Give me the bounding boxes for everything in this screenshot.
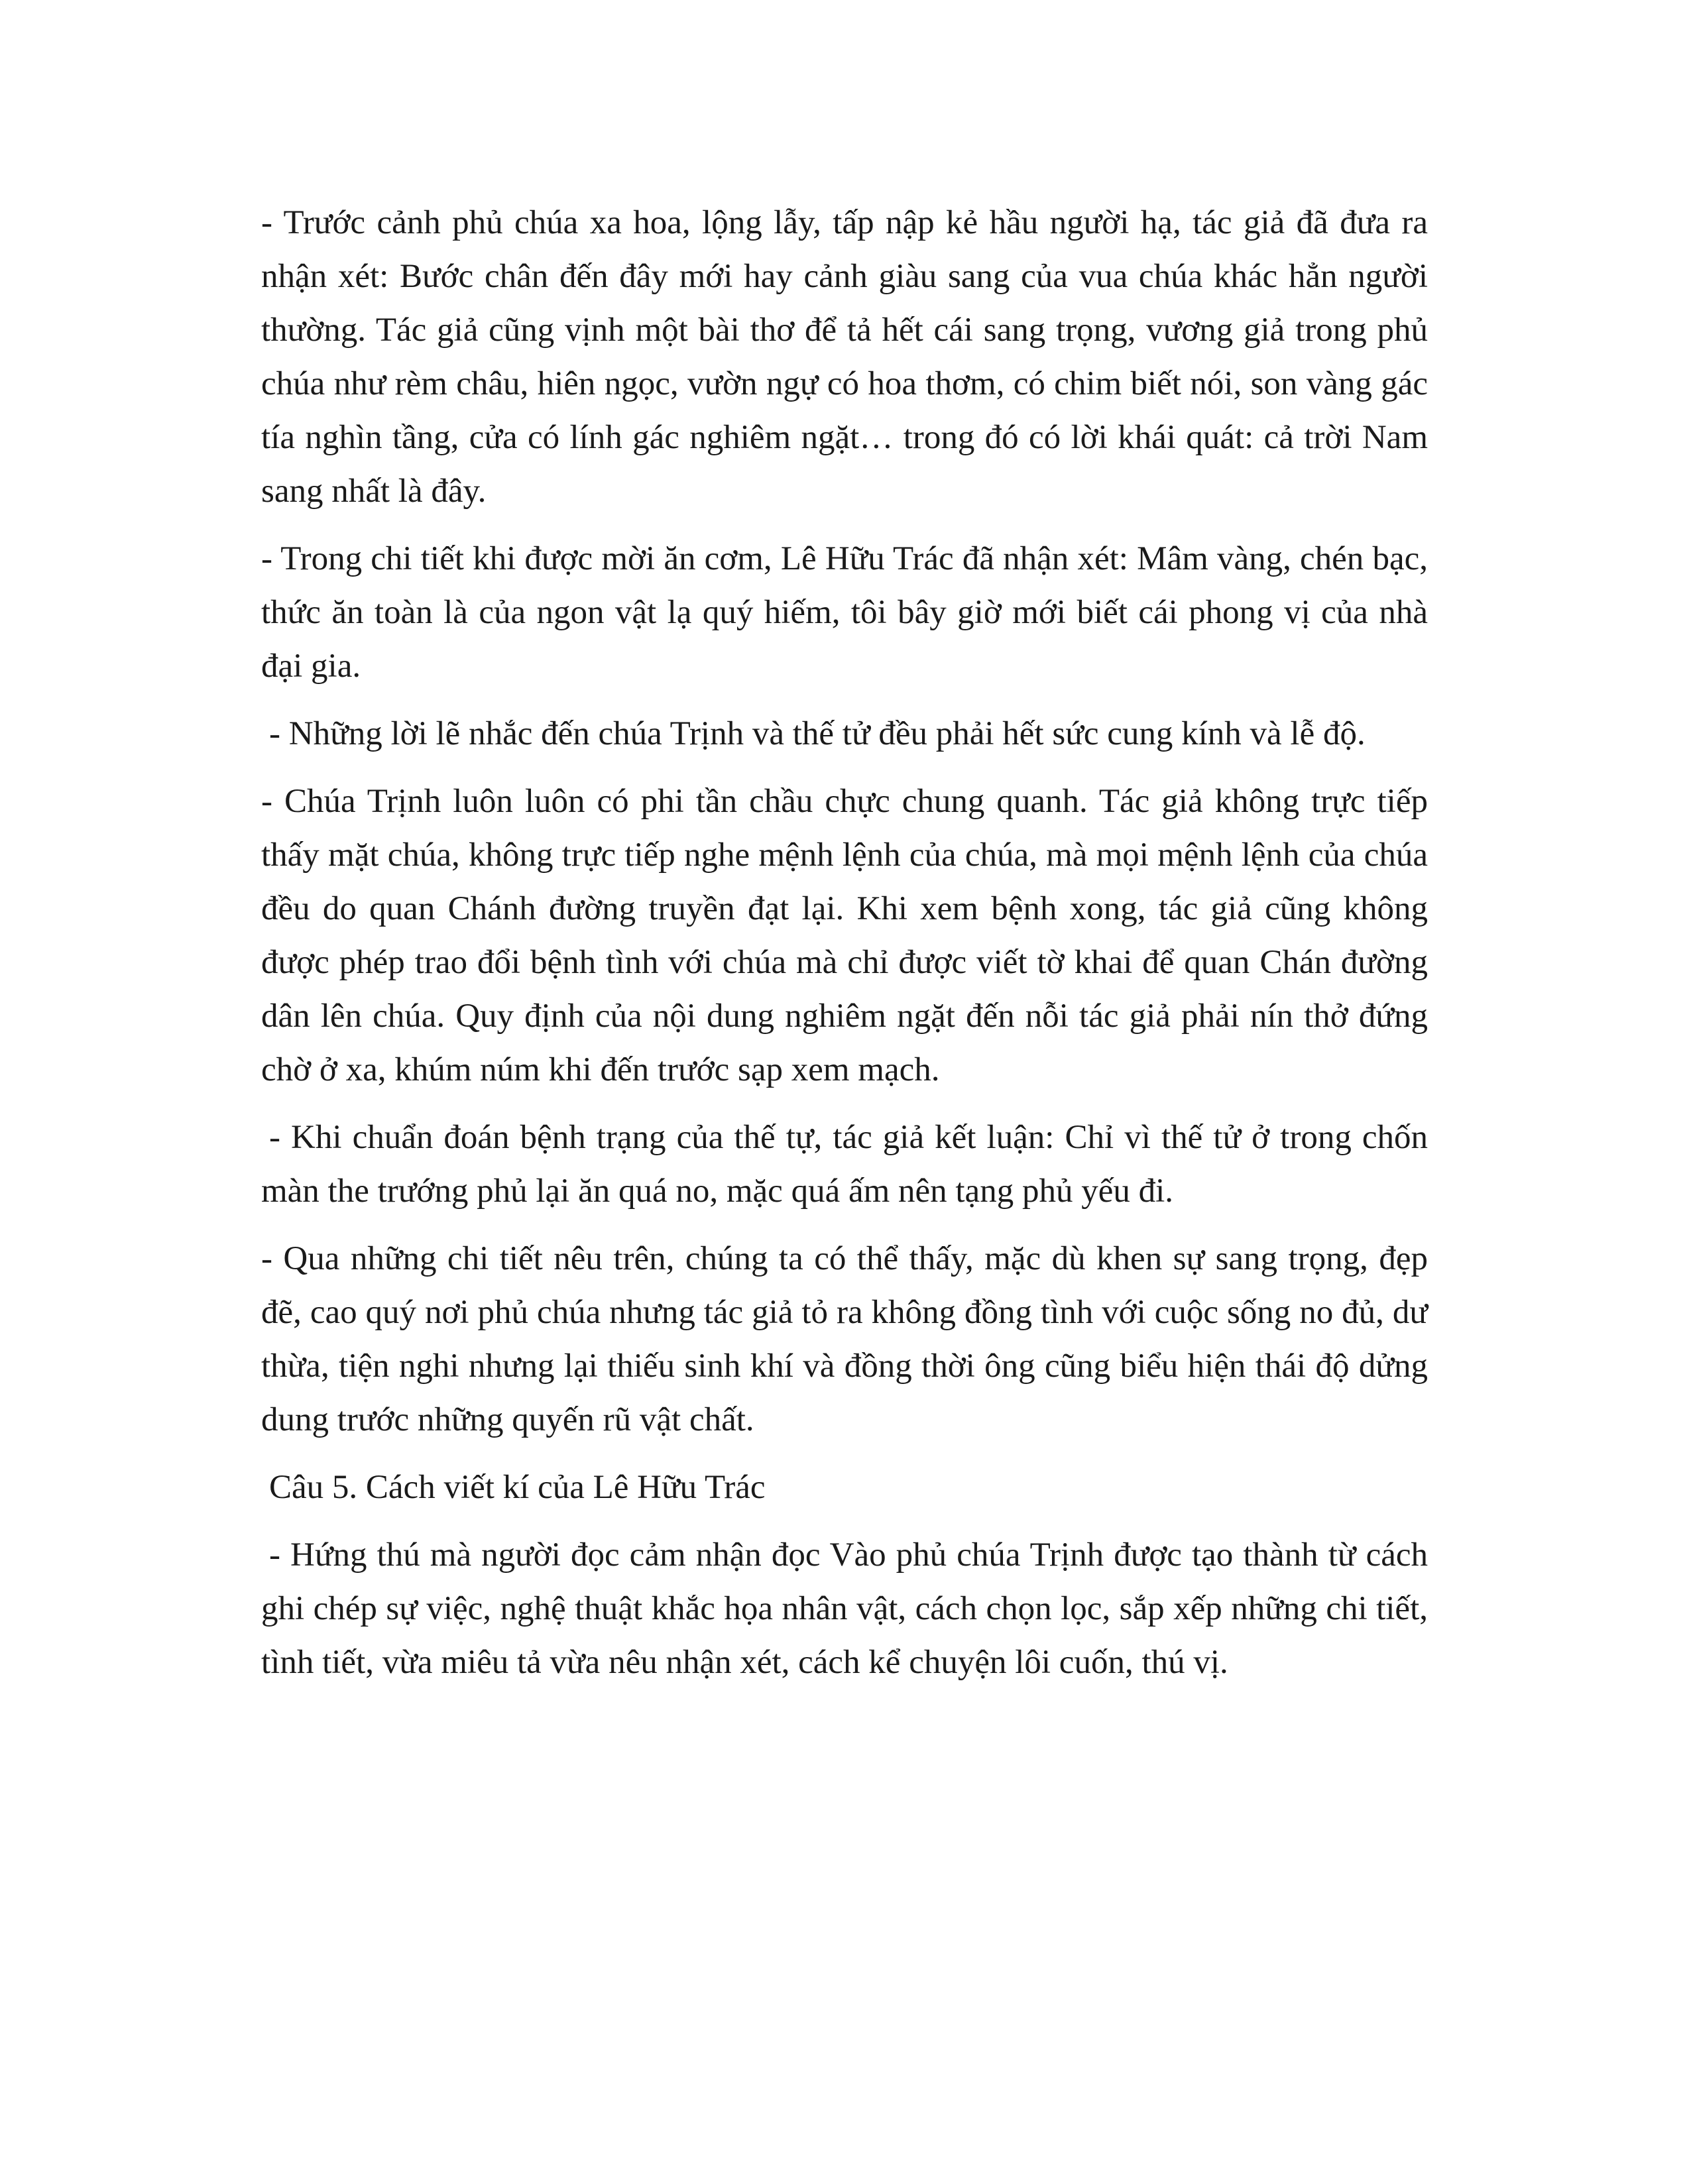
paragraph-diagnosis: - Khi chuẩn đoán bệnh trạng của thế tự, tác giả kết luận: Chỉ vì thế tử ở trong chốn màn the trướng phủ lại ăn quá no, mặc quá ấm nên tạng phủ yếu đi. (261, 1119, 1428, 1210)
section-heading: Câu 5. Cách viết kí của Lê Hữu Trác (269, 1469, 766, 1506)
document-body (261, 196, 1428, 1703)
paragraph-respect: - Những lời lẽ nhắc đến chúa Trịnh và thế tử đều phải hết sức cung kính và lễ độ. (269, 715, 1366, 752)
paragraph-writing-style: - Hứng thú mà người đọc cảm nhận đọc Vào phủ chúa Trịnh được tạo thành từ cách ghi chép sự việc, nghệ thuật khắc họa nhân vật, cách chọn lọc, sắp xếp những chi tiết, tình tiết, vừa miêu tả vừa nêu nhận xét, cách kể chuyện lôi cuốn, thú vị. (261, 1536, 1428, 1681)
paragraph-conclusion: - Qua những chi tiết nêu trên, chúng ta có thể thấy, mặc dù khen sự sang trọng, đẹp đẽ, cao quý nơi phủ chúa nhưng tác giả tỏ ra không đồng tình với cuộc sống no đủ, dư thừa, tiện nghi nhưng lại thiếu sinh khí và đồng thời ông cũng biểu hiện thái độ dửng dung trước những quyến rũ vật chất. (261, 1240, 1428, 1438)
paragraph-palace-luxury: - Trước cảnh phủ chúa xa hoa, lộng lẫy, tấp nập kẻ hầu người hạ, tác giả đã đưa ra nhận xét: Bước chân đến đây mới hay cảnh giàu sang của vua chúa khác hẳn người thường. Tác giả cũng vịnh một bài thơ để tả hết cái sang trọng, vương giả trong phủ chúa như rèm châu, hiên ngọc, vườn ngự có hoa thơm, có chim biết nói, son vàng gác tía nghìn tầng, cửa có lính gác nghiêm ngặt… trong đó có lời khái quát: cả trời Nam sang nhất là đây. (261, 204, 1428, 510)
paragraph-lord-trinh: - Chúa Trịnh luôn luôn có phi tần chầu chực chung quanh. Tác giả không trực tiếp thấy mặt chúa, không trực tiếp nghe mệnh lệnh của chúa, mà mọi mệnh lệnh của chúa đều do quan Chánh đường truyền đạt lại. Khi xem bệnh xong, tác giả cũng không được phép trao đổi bệnh tình với chúa mà chỉ được viết tờ khai để quan Chán đường dân lên chúa. Quy định của nội dung nghiêm ngặt đến nỗi tác giả phải nín thở đứng chờ ở xa, khúm núm khi đến trước sạp xem mạch. (261, 783, 1428, 1088)
paragraph-meal: - Trong chi tiết khi được mời ăn cơm, Lê Hữu Trác đã nhận xét: Mâm vàng, chén bạc, thức ăn toàn là của ngon vật lạ quý hiếm, tôi bây giờ mới biết cái phong vị của nhà đại gia. (261, 540, 1428, 685)
